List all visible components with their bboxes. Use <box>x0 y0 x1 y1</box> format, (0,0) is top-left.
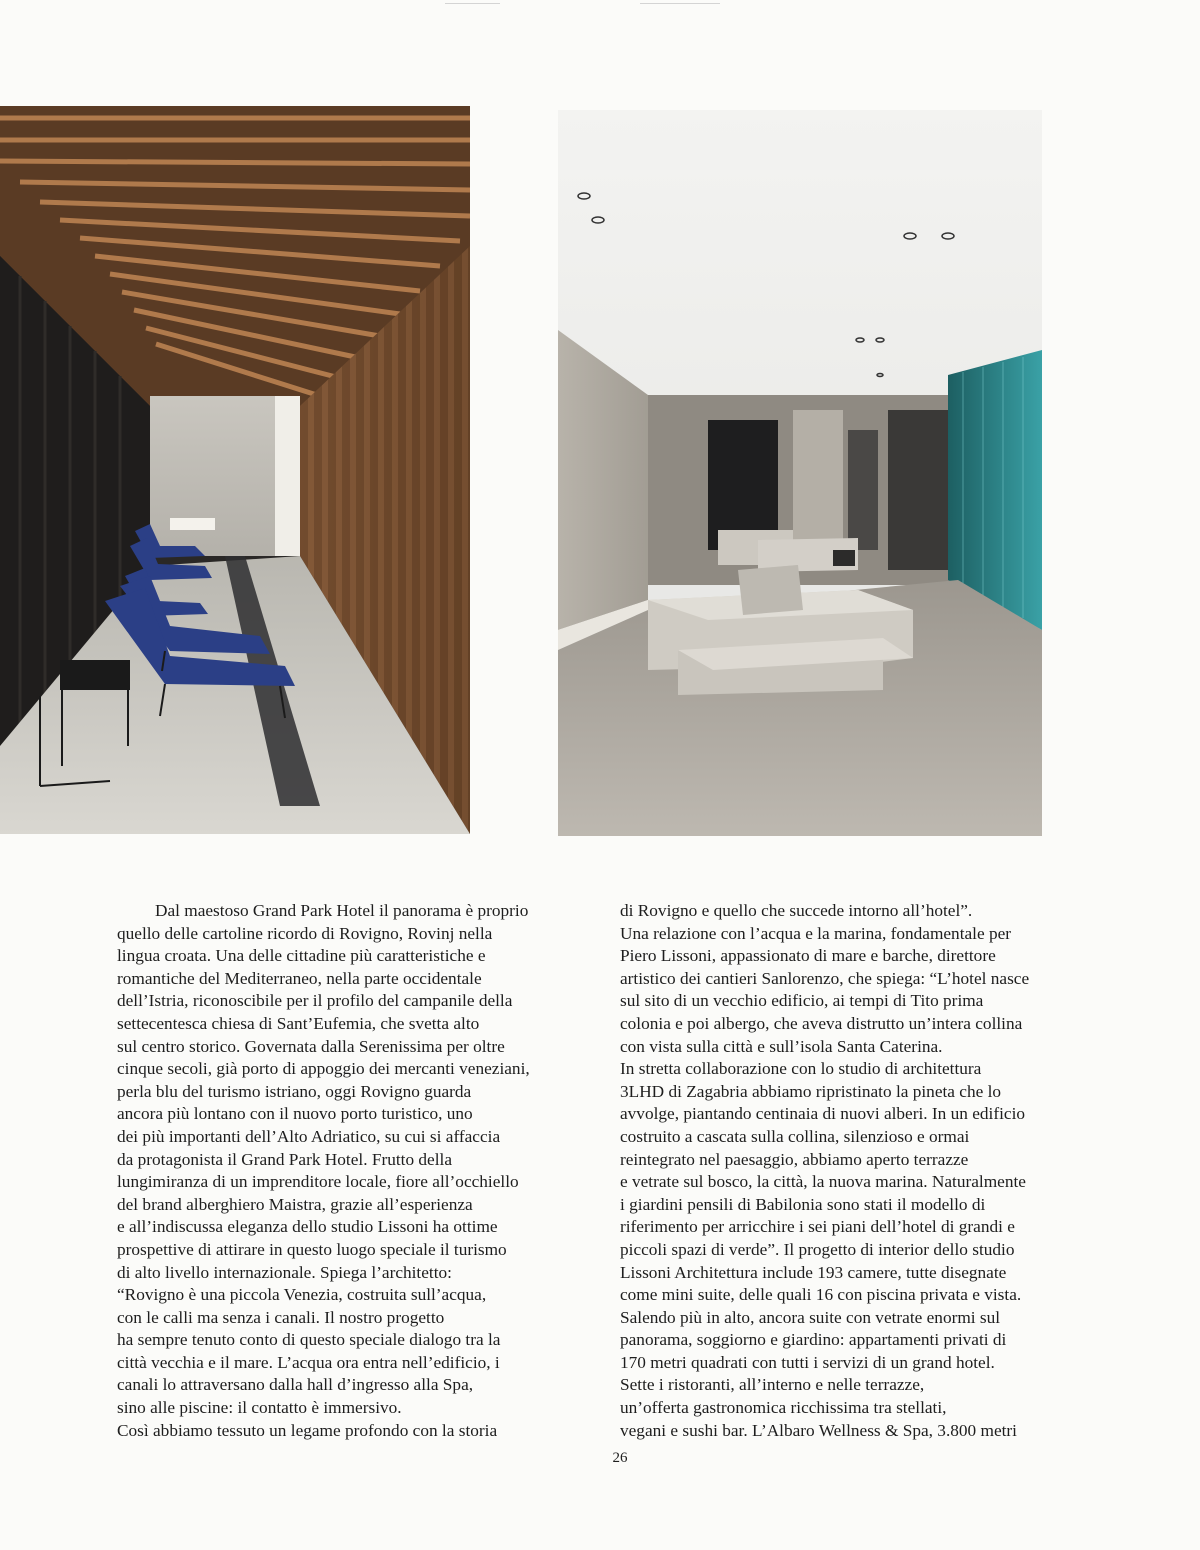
text-line: Sette i ristoranti, all’interno e nelle terrazze, <box>620 1375 925 1395</box>
text-line: dei più importanti dell’Alto Adriatico, su cui si affaccia <box>117 1126 501 1146</box>
text-line: dell’Istria, riconoscibile per il profilo del campanile della <box>117 991 513 1011</box>
text-line: città vecchia e il mare. L’acqua ora entra nell’edificio, i <box>117 1352 500 1372</box>
print-mark <box>640 3 720 4</box>
text-line: riferimento per arricchire i sei piani dell’hotel di grandi e <box>620 1217 1015 1237</box>
text-line: prospettive di attirare in questo luogo speciale il turismo <box>117 1239 507 1259</box>
text-line: di Rovigno e quello che succede intorno all’hotel”. <box>620 901 973 920</box>
print-mark <box>445 3 500 4</box>
text-line: panorama, soggiorno e giardino: appartamenti privati di <box>620 1330 1007 1350</box>
text-line: settecentesca chiesa di Sant’Eufemia, che svetta alto <box>117 1013 480 1033</box>
text-line: di alto livello internazionale. Spiega l’architetto: <box>117 1262 452 1282</box>
text-line: avvolge, piantando centinaia di nuovi alberi. In un edificio <box>620 1104 1026 1124</box>
text-line: Una relazione con l’acqua e la marina, fondamentale per <box>620 923 1012 943</box>
text-line: 170 metri quadrati con tutti i servizi di un grand hotel. <box>620 1352 995 1372</box>
text-line: Salendo più in alto, ancora suite con vetrate enormi sul <box>620 1307 1001 1327</box>
text-line: con le calli ma senza i canali. Il nostro progetto <box>117 1307 445 1327</box>
text-line: ha sempre tenuto conto di questo speciale dialogo tra la <box>117 1330 501 1350</box>
text-line: piccoli spazi di verde”. Il progetto di interior dello studio <box>620 1239 1015 1259</box>
spa-corridor-photo <box>0 106 470 834</box>
text-line: “Rovigno è una piccola Venezia, costruita sull’acqua, <box>117 1285 487 1305</box>
text-line: quello delle cartoline ricordo di Rovigno, Rovinj nella <box>117 923 493 943</box>
text-line: e all’indiscussa eleganza dello studio Lissoni ha ottime <box>117 1217 498 1237</box>
text-line: ancora più lontano con il nuovo porto turistico, uno <box>117 1104 473 1124</box>
text-line: sul centro storico. Governata dalla Serenissima per oltre <box>117 1036 505 1056</box>
spa-lobby-stone-benches-photo-icon <box>558 110 1042 836</box>
spa-corridor-loungers-photo-icon <box>0 106 470 834</box>
text-line: Lissoni Architettura include 193 camere, tutte disegnate <box>620 1262 1007 1282</box>
text-line: In stretta collaborazione con lo studio di architettura <box>620 1059 982 1079</box>
text-line: reintegrato nel paesaggio, abbiamo aperto terrazze <box>620 1149 969 1169</box>
text-line: cinque secoli, già porto di appoggio dei mercanti veneziani, <box>117 1059 530 1079</box>
text-line: sino alle piscine: il contatto è immersivo. <box>117 1398 402 1418</box>
text-line: come mini suite, delle quali 16 con piscina privata e vista. <box>620 1285 1022 1305</box>
text-line: 3LHD di Zagabria abbiamo ripristinato la pineta che lo <box>620 1081 1002 1101</box>
text-line: i giardini pensili di Babilonia sono stati il modello di <box>620 1194 986 1214</box>
text-line: con vista sulla città e sull’isola Santa Caterina. <box>620 1036 943 1056</box>
page-number: 26 <box>612 1450 628 1466</box>
text-line: Così abbiamo tessuto un legame profondo con la storia <box>117 1420 498 1440</box>
text-line: romantiche del Mediterraneo, nella parte occidentale <box>117 968 482 988</box>
text-line: colonia e poi albergo, che aveva distrutto un’intera collina <box>620 1013 1023 1033</box>
text-line: e vetrate sul bosco, la città, la nuova marina. Naturalmente <box>620 1172 1026 1192</box>
text-line: lungimiranza di un imprenditore locale, fiore all’occhiello <box>117 1172 519 1192</box>
text-line: del brand alberghiero Maistra, grazie all’esperienza <box>117 1194 473 1214</box>
text-line: lingua croata. Una delle cittadine più caratteristiche e <box>117 946 486 966</box>
article-column-right <box>620 900 1105 1442</box>
text-line: canali lo attraversano dalla hall d’ingresso alla Spa, <box>117 1375 474 1395</box>
text-line: Dal maestoso Grand Park Hotel il panorama è proprio <box>155 901 529 920</box>
text-line: un’offerta gastronomica ricchissima tra stellati, <box>620 1398 947 1418</box>
text-line: da protagonista il Grand Park Hotel. Frutto della <box>117 1149 452 1169</box>
article-column-left <box>117 900 597 1442</box>
text-line: Piero Lissoni, appassionato di mare e barche, direttore <box>620 946 996 966</box>
text-line: costruito a cascata sulla collina, silenzioso e ormai <box>620 1126 970 1146</box>
text-line: artistico dei cantieri Sanlorenzo, che spiega: “L’hotel nasce <box>620 968 1030 988</box>
text-line: perla blu del turismo istriano, oggi Rovigno guarda <box>117 1081 472 1101</box>
text-line: vegani e sushi bar. L’Albaro Wellness & Spa, 3.800 metri <box>620 1420 1017 1440</box>
spa-lobby-photo <box>558 110 1042 836</box>
text-line: sul sito di un vecchio edificio, ai tempi di Tito prima <box>620 991 984 1011</box>
